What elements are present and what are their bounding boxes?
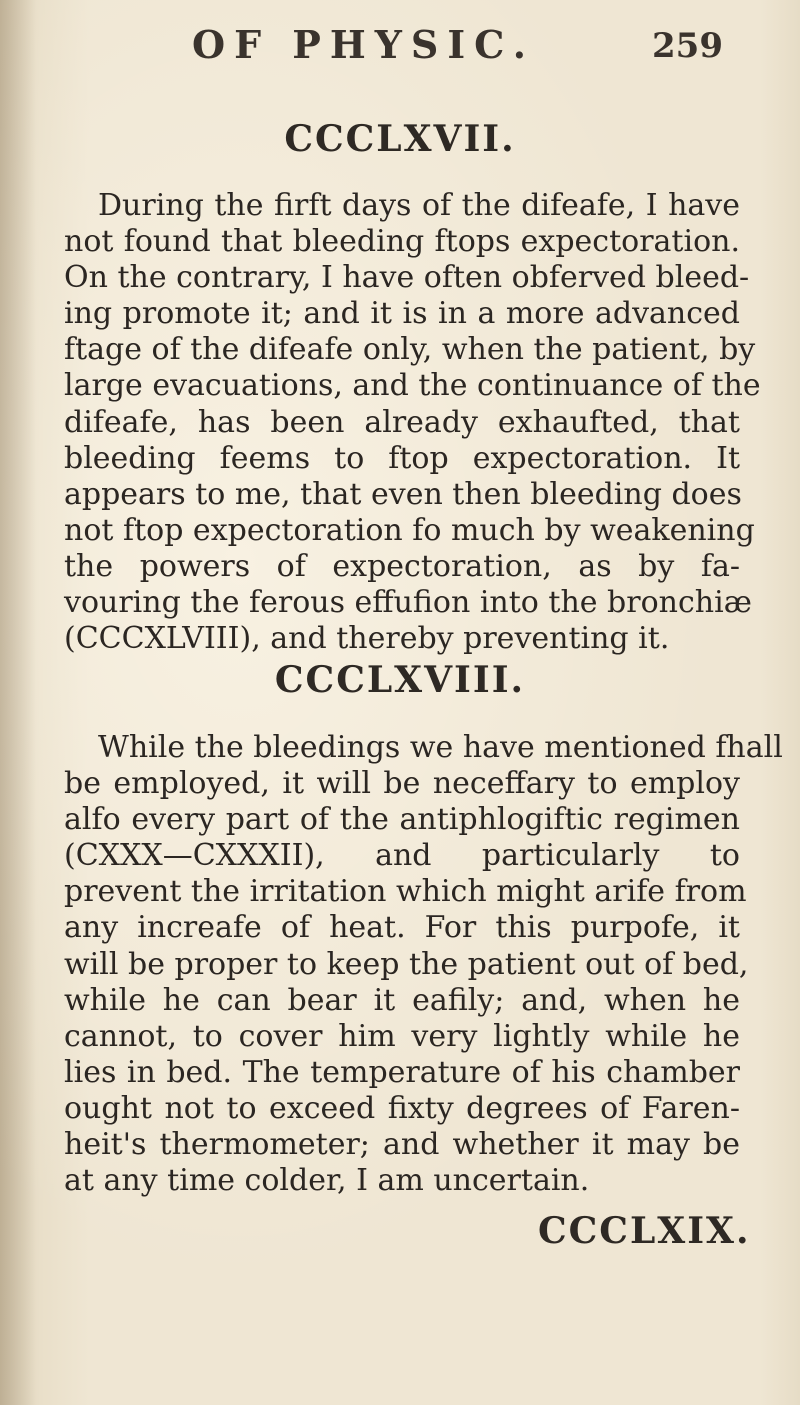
text-line: cannot, to cover him very lightly while he bbox=[64, 1018, 740, 1054]
text-line: While the bleedings we have mentioned fhall bbox=[98, 730, 783, 765]
spine-shadow bbox=[0, 0, 36, 1405]
text-line: the powers of expectoration, as by fa- bbox=[64, 548, 740, 584]
text-line: (CCCXLVIII), and thereby preventing it. bbox=[64, 621, 670, 657]
text-line: not ftop expectoration fo much by weakening bbox=[64, 512, 755, 548]
text-line: (CXXX—CXXXII), and particularly to bbox=[64, 838, 740, 874]
running-title: OF PHYSIC. bbox=[192, 22, 535, 67]
text-line: lies in bed. The temperature of his chamber bbox=[64, 1054, 740, 1090]
text-line: On the contrary, I have often obferved bleed- bbox=[64, 260, 750, 296]
text-line: appears to me, that even then bleeding does bbox=[64, 476, 742, 512]
text-line: ought not to exceed fixty degrees of Faren- bbox=[64, 1090, 740, 1126]
text-line: while he can bear it eafily; and, when he bbox=[64, 982, 740, 1018]
text-line: heit's thermometer; and whether it may be bbox=[64, 1127, 740, 1163]
section-paragraph bbox=[64, 730, 783, 1199]
text-line: vouring the ferous effufion into the bronchiæ bbox=[64, 585, 752, 621]
section-heading: CCCLXVII. bbox=[284, 118, 516, 160]
text-line: During the firft days of the difeafe, I have bbox=[98, 188, 740, 223]
text-line: ftage of the difeafe only, when the patient, by bbox=[64, 332, 756, 368]
section-heading: CCCLXVIII. bbox=[274, 659, 526, 701]
text-line: be employed, it will be neceffary to employ bbox=[64, 766, 740, 802]
text-line: prevent the irritation which might arife from bbox=[64, 874, 747, 910]
running-head bbox=[0, 22, 800, 72]
text-line: large evacuations, and the continuance of the bbox=[64, 368, 761, 404]
catchword: CCCLXIX. bbox=[538, 1210, 751, 1252]
text-line: ing promote it; and it is in a more advanced bbox=[64, 296, 740, 332]
page-number: 259 bbox=[652, 26, 723, 66]
text-line: alfo every part of the antiphlogiftic regimen bbox=[64, 802, 740, 838]
text-line: any increafe of heat. For this purpofe, it bbox=[64, 910, 740, 946]
text-line: bleeding feems to ftop expectoration. It bbox=[64, 440, 740, 476]
text-line: not found that bleeding ftops expectoration. bbox=[64, 224, 740, 260]
text-line: difeafe, has been already exhaufted, that bbox=[64, 404, 740, 440]
section-paragraph bbox=[64, 188, 761, 657]
text-line: at any time colder, I am uncertain. bbox=[64, 1163, 590, 1199]
text-line: will be proper to keep the patient out of bed, bbox=[64, 946, 749, 982]
